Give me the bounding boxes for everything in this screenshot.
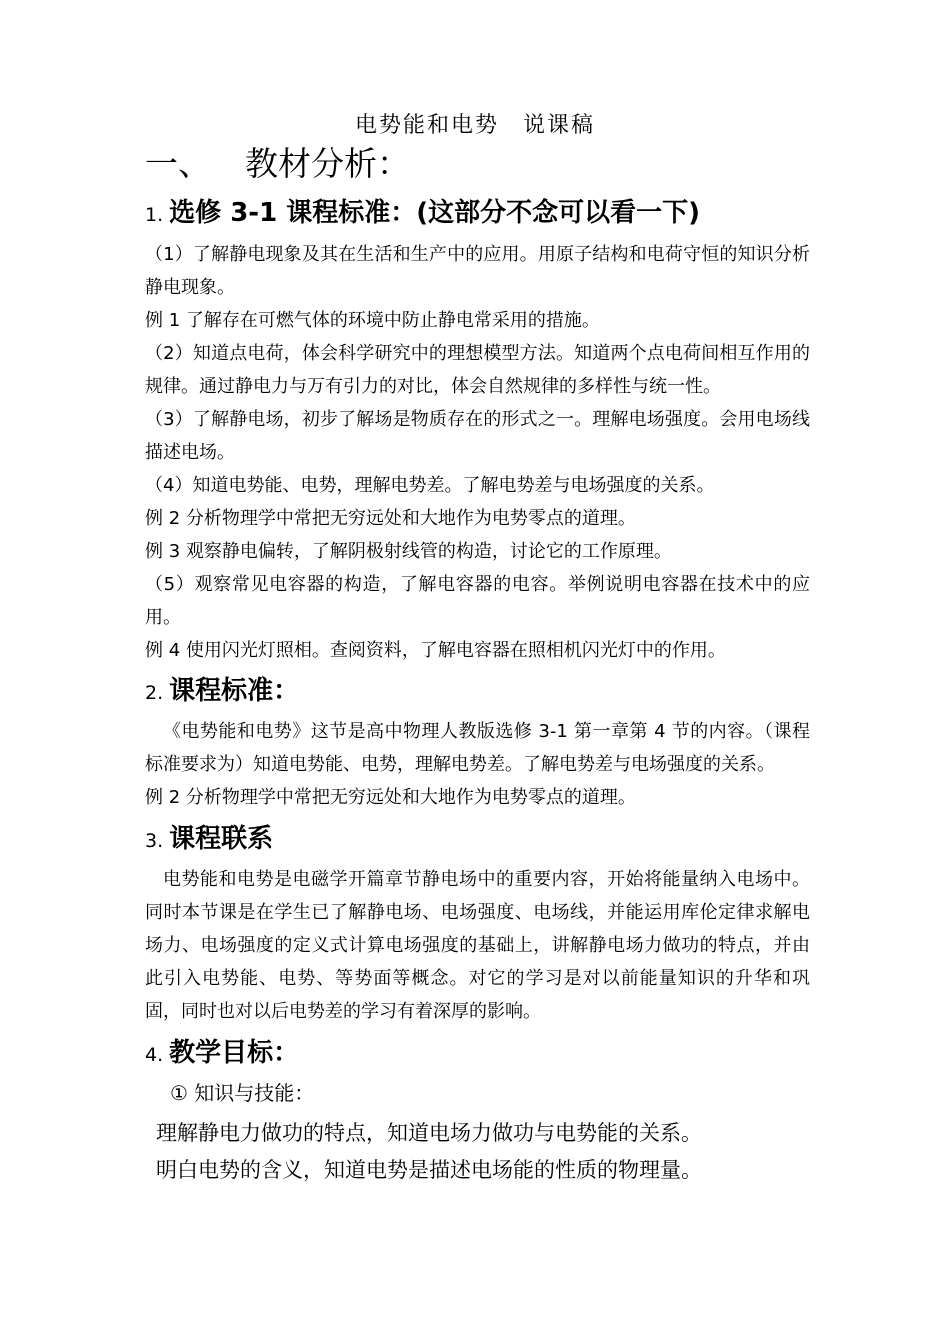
paragraph: 例 3 观察静电偏转，了解阴极射线管的构造，讨论它的工作原理。 [145, 541, 672, 562]
chapter-heading [145, 138, 410, 185]
section-number: 2. [145, 682, 164, 704]
paragraph: 例 4 使用闪光灯照相。查阅资料，了解电容器在照相机闪光灯中的作用。 [145, 640, 726, 661]
paragraph: （2）知道点电荷，体会科学研究中的理想模型方法。知道两个点电荷间相互作用的规律。通过静电力与万有引力的对比，体会自然规律的多样性与统一性。 [145, 343, 810, 397]
section-title: 课程标准： [169, 676, 300, 706]
section-heading [145, 192, 700, 229]
section-heading [145, 818, 273, 855]
chapter-title: 教材分析： [245, 144, 410, 183]
paragraph: （1）了解静电现象及其在生活和生产中的应用。用原子结构和电荷守恒的知识分析静电现象。 [145, 244, 810, 298]
section-number: 3. [145, 830, 164, 852]
section-title: 课程联系 [169, 824, 274, 854]
paragraph: （3）了解静电场，初步了解场是物质存在的形式之一。理解电场强度。会用电场线描述电场。 [145, 409, 810, 463]
chapter-number: 一、 [145, 144, 211, 183]
subsection-heading: ① 知识与技能： [170, 1081, 315, 1105]
paragraph: 例 2 分析物理学中常把无穷远处和大地作为电势零点的道理。 [145, 787, 636, 808]
section-heading [145, 1032, 299, 1069]
objective-line: 理解静电力做功的特点，知道电场力做功与电势能的关系。 [156, 1121, 702, 1145]
paragraph: （4）知道电势能、电势，理解电势差。了解电势差与电场强度的关系。 [145, 475, 715, 496]
section-title: 选修 3-1 课程标准：(这部分不念可以看一下) [169, 198, 700, 228]
paragraph: 《电势能和电势》这节是高中物理人教版选修 3-1 第一章第 4 节的内容。（课程标准要求为）知道电势能、电势，理解电势差。了解电势差与电场强度的关系。 [145, 721, 810, 775]
paragraph: 电势能和电势是电磁学开篇章节静电场中的重要内容，开始将能量纳入电场中。同时本节课是在学生已了解静电场、电场强度、电场线，并能运用库伦定律求解电场力、电场强度的定义式计算电场强度的基础上，讲解静电场力做功的特点，并由此引入电势能、电势、等势面等概念。对它的学习是对以前能量知识的升华和巩固，同时也对以后电势差的学习有着深厚的影响。 [145, 869, 810, 1022]
section-number: 4. [145, 1044, 164, 1066]
document-title: 电势能和电势 说课稿 [354, 113, 595, 138]
paragraph: 例 1 了解存在可燃气体的环境中防止静电常采用的措施。 [145, 310, 600, 331]
section-title: 教学目标： [169, 1038, 300, 1068]
section-number: 1. [145, 204, 164, 226]
paragraph: （5）观察常见电容器的构造，了解电容器的电容。举例说明电容器在技术中的应用。 [145, 574, 810, 628]
objective-line: 明白电势的含义，知道电势是描述电场能的性质的物理量。 [156, 1158, 702, 1182]
section-heading [145, 670, 299, 707]
paragraph: 例 2 分析物理学中常把无穷远处和大地作为电势零点的道理。 [145, 508, 636, 529]
